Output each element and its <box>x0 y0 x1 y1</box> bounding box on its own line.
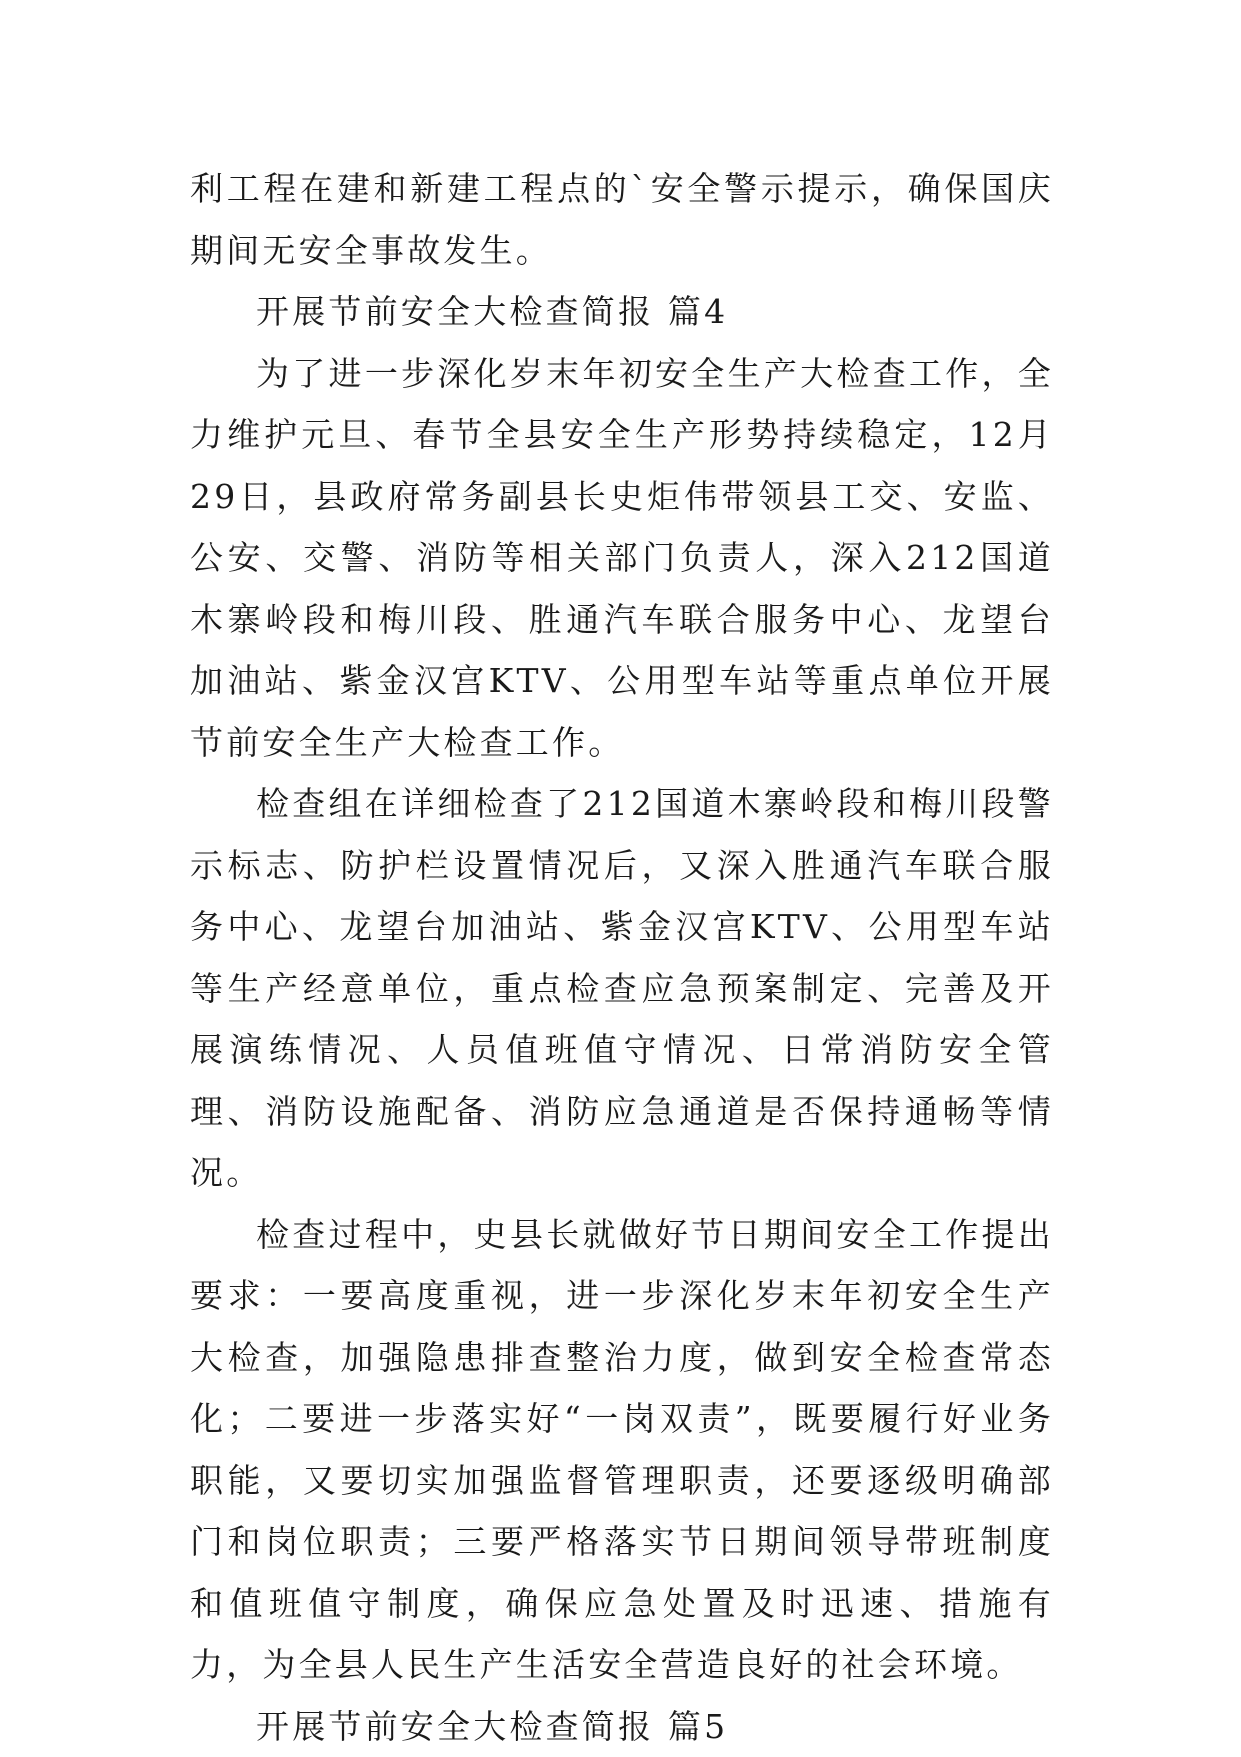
body-paragraph: 检查过程中，史县长就做好节日期间安全工作提出要求：一要高度重视，进一步深化岁末年初安全生产大检查，加强隐患排查整治力度，做到安全检查常态化；二要进一步落实好“一岗双责”，既要履行好业务职能，又要切实加强监督管理职责，还要逐级明确部门和岗位职责；三要严格落实节日期间领导带班制度和值班值守制度，确保应急处置及时迅速、措施有力，为全县人民生产生活安全营造良好的社会环境。 <box>190 1204 1054 1696</box>
continuation-paragraph: 利工程在建和新建工程点的`安全警示提示，确保国庆期间无安全事故发生。 <box>190 158 1054 281</box>
body-paragraph: 为了进一步深化岁末年初安全生产大检查工作，全力维护元旦、春节全县安全生产形势持续稳定，12月29日，县政府常务副县长史炬伟带领县工交、安监、公安、交警、消防等相关部门负责人，深入212国道木寨岭段和梅川段、胜通汽车联合服务中心、龙望台加油站、紫金汉宫KTV、公用型车站等重点单位开展节前安全生产大检查工作。 <box>190 343 1054 774</box>
section-heading-5: 开展节前安全大检查简报 篇5 <box>190 1696 1054 1757</box>
section-heading-4: 开展节前安全大检查简报 篇4 <box>190 281 1054 343</box>
document-body <box>190 158 1054 1757</box>
body-paragraph: 检查组在详细检查了212国道木寨岭段和梅川段警示标志、防护栏设置情况后，又深入胜通汽车联合服务中心、龙望台加油站、紫金汉宫KTV、公用型车站等生产经意单位，重点检查应急预案制定、完善及开展演练情况、人员值班值守情况、日常消防安全管理、消防设施配备、消防应急通道是否保持通畅等情况。 <box>190 773 1054 1204</box>
